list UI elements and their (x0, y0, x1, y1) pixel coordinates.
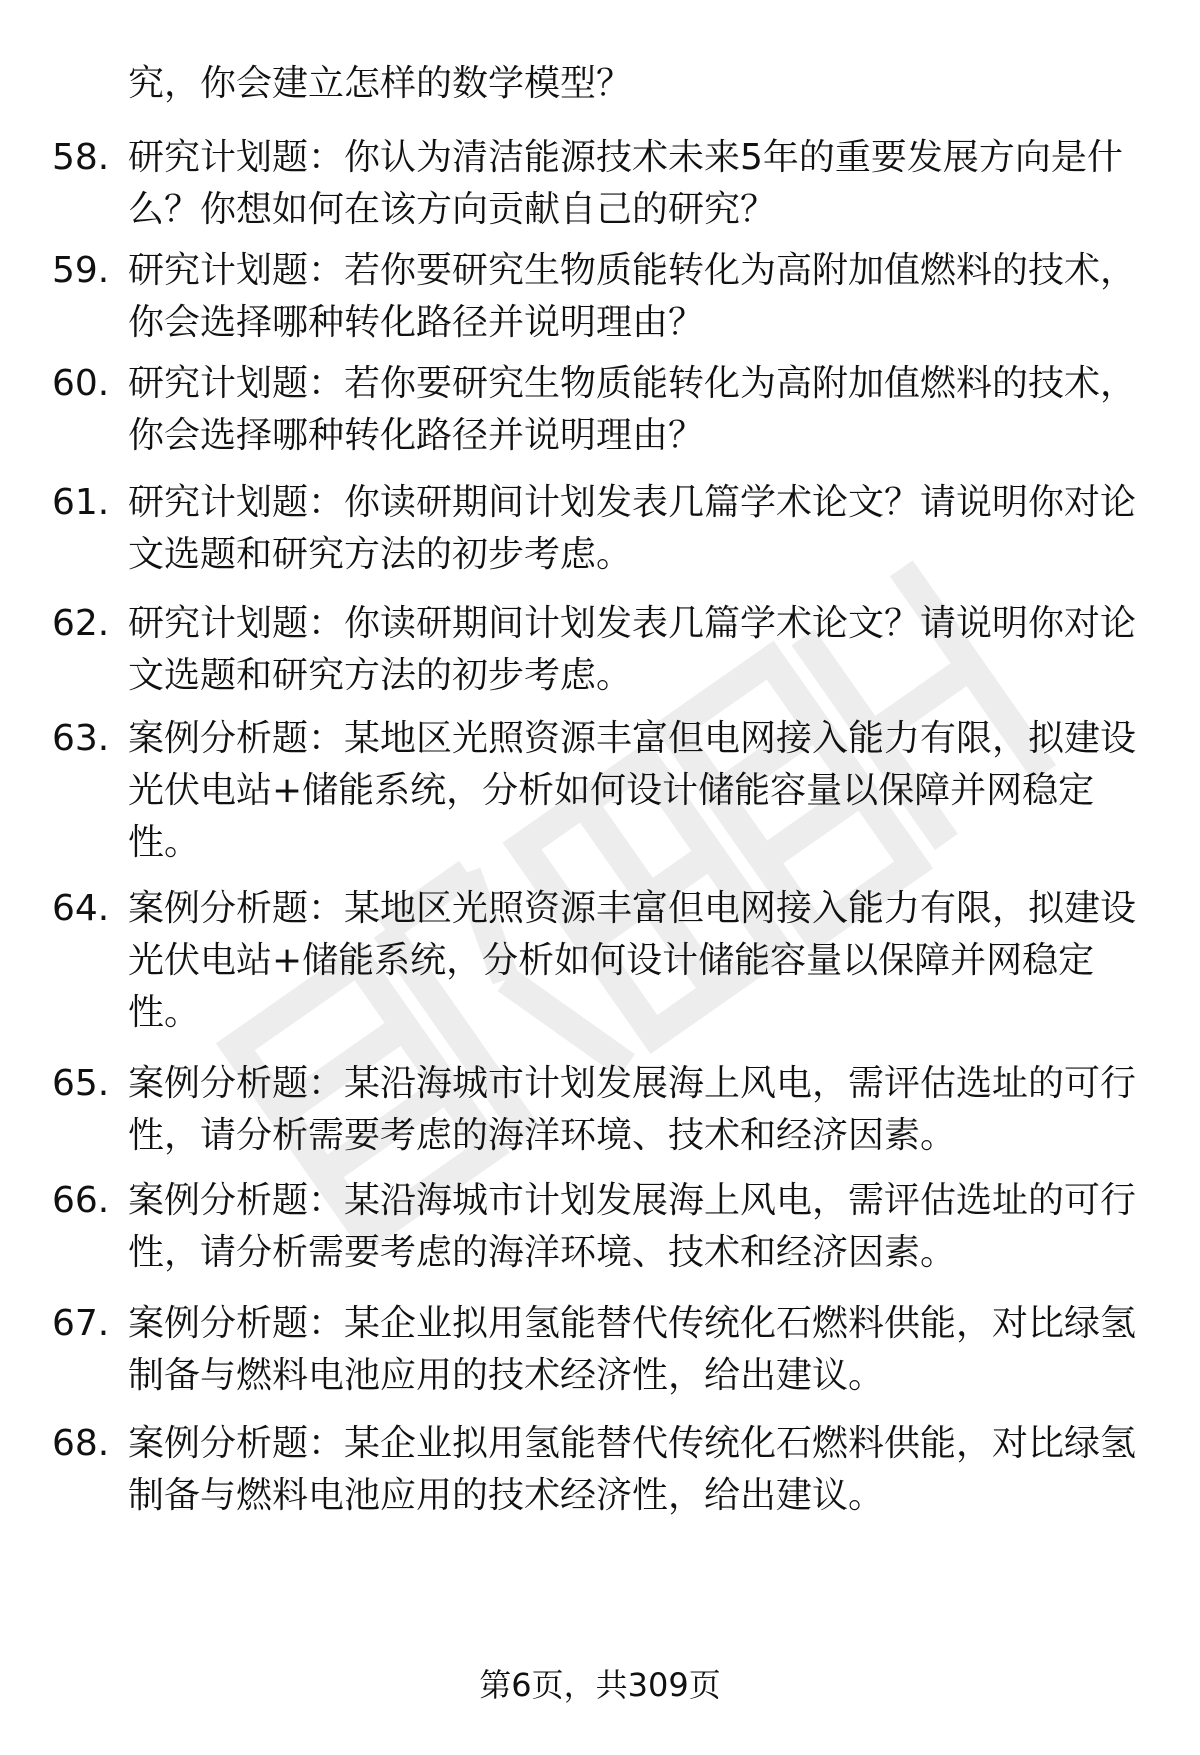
item-text (128, 1418, 1148, 1522)
item-text-line: 研究计划题：你认为清洁能源技术未来5年的重要发展方向是什 (128, 137, 1123, 178)
item-text (128, 132, 1148, 236)
item-number: 63. (52, 718, 110, 759)
item-text-line: 案例分析题：某企业拟用氢能替代传统化石燃料供能，对比绿氢 (128, 1303, 1137, 1344)
item-text (128, 477, 1148, 581)
item-text (128, 358, 1148, 462)
item-text-line: 研究计划题：若你要研究生物质能转化为高附加值燃料的技术， (128, 363, 1137, 404)
item-number: 61. (52, 482, 110, 523)
item-text (128, 713, 1148, 869)
item-number: 67. (52, 1303, 110, 1344)
item-text-line: 文选题和研究方法的初步考虑。 (128, 534, 633, 575)
item-text-line: 性。 (128, 992, 201, 1033)
item-text (128, 1175, 1148, 1279)
item-text-line: 文选题和研究方法的初步考虑。 (128, 655, 633, 696)
item-text-line: 性，请分析需要考虑的海洋环境、技术和经济因素。 (128, 1232, 957, 1273)
item-text (128, 598, 1148, 702)
item-text (128, 1058, 1148, 1162)
item-text-line: 你会选择哪种转化路径并说明理由？ (128, 302, 705, 343)
item-number: 65. (52, 1063, 110, 1104)
item-text-line: 案例分析题：某沿海城市计划发展海上风电，需评估选址的可行 (128, 1063, 1137, 1104)
continued-question-line: 究，你会建立怎样的数学模型？ (128, 63, 633, 104)
page-number-footer: 第6页，共309页 (479, 1666, 721, 1704)
item-text-line: 案例分析题：某企业拟用氢能替代传统化石燃料供能，对比绿氢 (128, 1423, 1137, 1464)
item-text-line: 研究计划题：你读研期间计划发表几篇学术论文？请说明你对论 (128, 603, 1137, 644)
item-text-line: 性，请分析需要考虑的海洋环境、技术和经济因素。 (128, 1115, 957, 1156)
item-text-line: 制备与燃料电池应用的技术经济性，给出建议。 (128, 1475, 885, 1516)
item-text-line: 制备与燃料电池应用的技术经济性，给出建议。 (128, 1355, 885, 1396)
item-text-line: 案例分析题：某沿海城市计划发展海上风电，需评估选址的可行 (128, 1180, 1137, 1221)
item-number: 60. (52, 363, 110, 404)
item-number: 68. (52, 1423, 110, 1464)
item-text-line: 么？你想如何在该方向贡献自己的研究？ (128, 189, 777, 230)
item-text-line: 光伏电站+储能系统，分析如何设计储能容量以保障并网稳定 (128, 770, 1095, 811)
item-number: 62. (52, 603, 110, 644)
item-number: 66. (52, 1180, 110, 1221)
item-text-line: 光伏电站+储能系统，分析如何设计储能容量以保障并网稳定 (128, 940, 1095, 981)
item-text-line: 研究计划题：你读研期间计划发表几篇学术论文？请说明你对论 (128, 482, 1137, 523)
item-text (128, 1298, 1148, 1402)
item-text-line: 研究计划题：若你要研究生物质能转化为高附加值燃料的技术， (128, 250, 1137, 291)
item-text-line: 性。 (128, 822, 201, 863)
item-number: 58. (52, 137, 110, 178)
item-text (128, 245, 1148, 349)
item-text-line: 你会选择哪种转化路径并说明理由？ (128, 415, 705, 456)
item-text-line: 案例分析题：某地区光照资源丰富但电网接入能力有限，拟建设 (128, 718, 1137, 759)
item-number: 59. (52, 250, 110, 291)
item-text-line: 案例分析题：某地区光照资源丰富但电网接入能力有限，拟建设 (128, 888, 1137, 929)
item-number: 64. (52, 888, 110, 929)
item-text (128, 883, 1148, 1039)
